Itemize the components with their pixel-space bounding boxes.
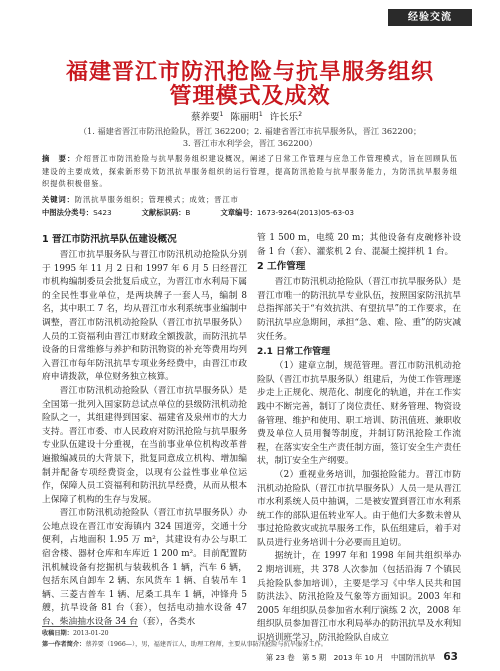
affiliation-line-2: 3. 晋江市水利学会，晋江 362200） [182, 138, 318, 148]
author-list [0, 112, 500, 124]
author-bio-note [42, 640, 462, 649]
clc-value: S423 [93, 208, 112, 217]
subsection-2-1-paragraph: （1）建章立制，规范管理。晋江市防汛机动抢险队（晋江市抗旱服务队）组建后，为使工作管理逐步走上正规化、规范化、制度化的轨道，并在工作实践中不断完善，制订了岗位责任、财务管理、物资设备管理、维护和使用、职工培训、防汛值班、兼职收费及单位人员用餐等制度，并制订防汛抢险工作流程，在落实安全生产责任制方面，签订安全生产责任状，制订安全生产纲要。 [257, 361, 461, 467]
article-title-line-1: 福建晋江市防汛抢险与抗旱服务组织 [65, 60, 434, 85]
section-1-paragraph: 晋江市防汛机动抢险队（晋江市抗旱服务队）办公地点设在晋江市安海镇内 324 国道旁，交通十分便利，占地面积 1.95 万 m²，其建设有办公与职工宿舍楼、器材仓库和车库近 1 200 m²。目前配置防汛机械设备有挖掘机与装载机各 1 辆，汽车 6 辆，包括东风自卸车 2 辆、东风货车 1 辆、自装吊车 1 辆、三菱吉普车 1 辆、尼桑工具车 1 辆，冲锋舟 5 艘，抗旱设备 81 台（套），包括电动抽水设备 47 台、柴油抽水设备 34 台（套），各类水 [42, 508, 247, 628]
received-date-label: 收稿日期： [42, 630, 73, 637]
author-affiliation-mark: 1 [258, 111, 263, 118]
author-affiliation-mark: 2 [298, 111, 303, 118]
keywords [42, 194, 458, 206]
received-date-note [42, 629, 462, 638]
body-column-left [42, 232, 247, 628]
footnote-divider [42, 626, 138, 627]
abstract-text: 介绍晋江市防汛抢险与抗旱服务组织建设概况，阐述了日常工作管理与应急工作管理模式，旨在回顾队伍建设的主要成效，探索新形势下防汛抗旱服务组织的运行管理，提高防汛抢险与抗旱服务能力，为防汛抗旱服务组织提供积极借鉴。 [42, 154, 458, 188]
page-footer [266, 651, 458, 664]
article-number-value: 1673-9264(2013)05-63-03 [256, 208, 355, 217]
classification-line [42, 207, 458, 219]
journal-issue-info: 第 23 卷 第 5 期 2013 年 10 月 中国防汛抗旱 [265, 653, 436, 662]
subsection-2-1-paragraph: 据统计，在 1997 年和 1998 年间共组织举办 2 期培训班，共 378 人次参加（包括沿海 7 个镇民兵抢险队参加培训），主要是学习《中华人民共和国防洪法》、防汛抢险及气象等方面知识。2003 年和 2005 年组织队员参加省水利厅演练 2 次，2008 年组织队员参加晋江市水利局举办的防汛抗旱及水利知识培训班学习，防汛抢险队自成立 [257, 551, 461, 644]
section-tag: 经验交流 [388, 9, 472, 26]
author-bio-label: 第一作者简介： [42, 641, 86, 648]
body-column-right [257, 232, 461, 644]
author-affiliation-mark: 1 [219, 111, 224, 118]
section-2-heading: 2 工作管理 [257, 261, 306, 273]
received-date-value: 2013-01-20 [72, 630, 109, 637]
clc-label: 中图法分类号： [42, 208, 94, 217]
section-1-paragraph-continued: 管 1 500 m，电缆 20 m；其他设备有皮碗修补设备 1 台（套）、灌浆机 2 台、混凝土搅拌机 1 台。 [257, 233, 461, 257]
section-2-intro: 晋江市防汛机动抢险队（晋江市抗旱服务队）是晋江市唯一的防汛抗旱专业队伍，按照国家防汛抗旱总指挥部关于“有效抗洪、有望抗旱”的工作要求，在防汛抗旱应急期间，承担“急、难、险、重”的防灾减灾任务。 [257, 277, 461, 342]
document-code-label: 文献标识码： [141, 208, 186, 217]
subsection-2-1-heading: 2.1 日常工作管理 [257, 347, 331, 358]
subsection-2-1-paragraph: （2）重视业务培训，加强抢险能力。晋江市防汛机动抢险队（晋江市抗旱服务队）人员一是从晋江市水利系统人员中抽调，二是被安置到晋江市水利系统工作的部队退伍转业军人。由于他们大多数未曾从事过抢险救灾或抗旱服务工作，队伍组建后，着手对队员进行业务培训十分必要而且迫切。 [257, 469, 461, 548]
section-1-heading: 1 晋江市防汛抗旱队伍建设概况 [42, 234, 177, 245]
section-1-paragraph: 晋江市抗旱服务队与晋江市防汛机动抢险队分别于 1995 年 11 月 2 日和 1997 年 6 月 5 日经晋江市机构编制委员会批复后成立，为晋江市水利局下属的全民性事业单位，是两块牌子一套人马，编制 8 名，其中职工 7 名，均从晋江市水利系统事业编制中调整，晋江市防汛机动抢险队（晋江市抗旱服务队）人员的工资福利由晋江市财政全额拨款，而防汛抗旱设备的日常维修与养护和防汛物资的补充等费用均列入晋江市每年防汛抗旱专项业务经费中，由晋江市政府申请拨款，单位财务独立核算。 [42, 250, 247, 383]
document-code [142, 207, 191, 219]
keywords-label: 关键词： [42, 195, 75, 204]
article-number-label: 文章编号： [220, 208, 257, 217]
page-number: 63 [443, 651, 458, 663]
abstract [42, 153, 458, 191]
clc-number [42, 207, 112, 219]
document-code-value: B [185, 208, 191, 217]
article-title-line-2: 管理模式及成效 [169, 84, 331, 109]
author-name: 许长乐 [269, 112, 299, 123]
author-name: 陈丽明 [230, 112, 259, 123]
article-number [220, 207, 354, 219]
section-1-paragraph: 晋江市防汛机动抢险队（晋江市抗旱服务队）是全国第一批列入国家防总试点单位的县级防汛机动抢险队之一，其组建得到国家、福建省及泉州市的大力支持。晋江市委、市人民政府对防汛抢险与抗旱服务专业队伍建设十分重视，在当前事业单位机构改革普遍撤编减员的大背景下，批复同意成立机构、增加编制并配备专项经费资金，以现有公益性事业单位运作，保障人员工资福利和防汛抗旱经费，从而从根本上保障了机构的生存与发展。 [42, 385, 247, 505]
keywords-text: 防汛抗旱服务组织；管理模式；成效；晋江市 [74, 195, 239, 204]
author-bio-text: 蔡养要（1966—），男，福建晋江人，助理工程师，主要从事防汛抢险与抗旱服务工作。 [85, 641, 327, 648]
abstract-label: 摘 要： [42, 154, 76, 163]
affiliation-line-1: （1. 福建省晋江市防汛抢险队，晋江 362200；2. 福建省晋江市抗旱服务队，晋江 362200； [78, 126, 422, 136]
author-name: 蔡养要 [190, 112, 220, 123]
